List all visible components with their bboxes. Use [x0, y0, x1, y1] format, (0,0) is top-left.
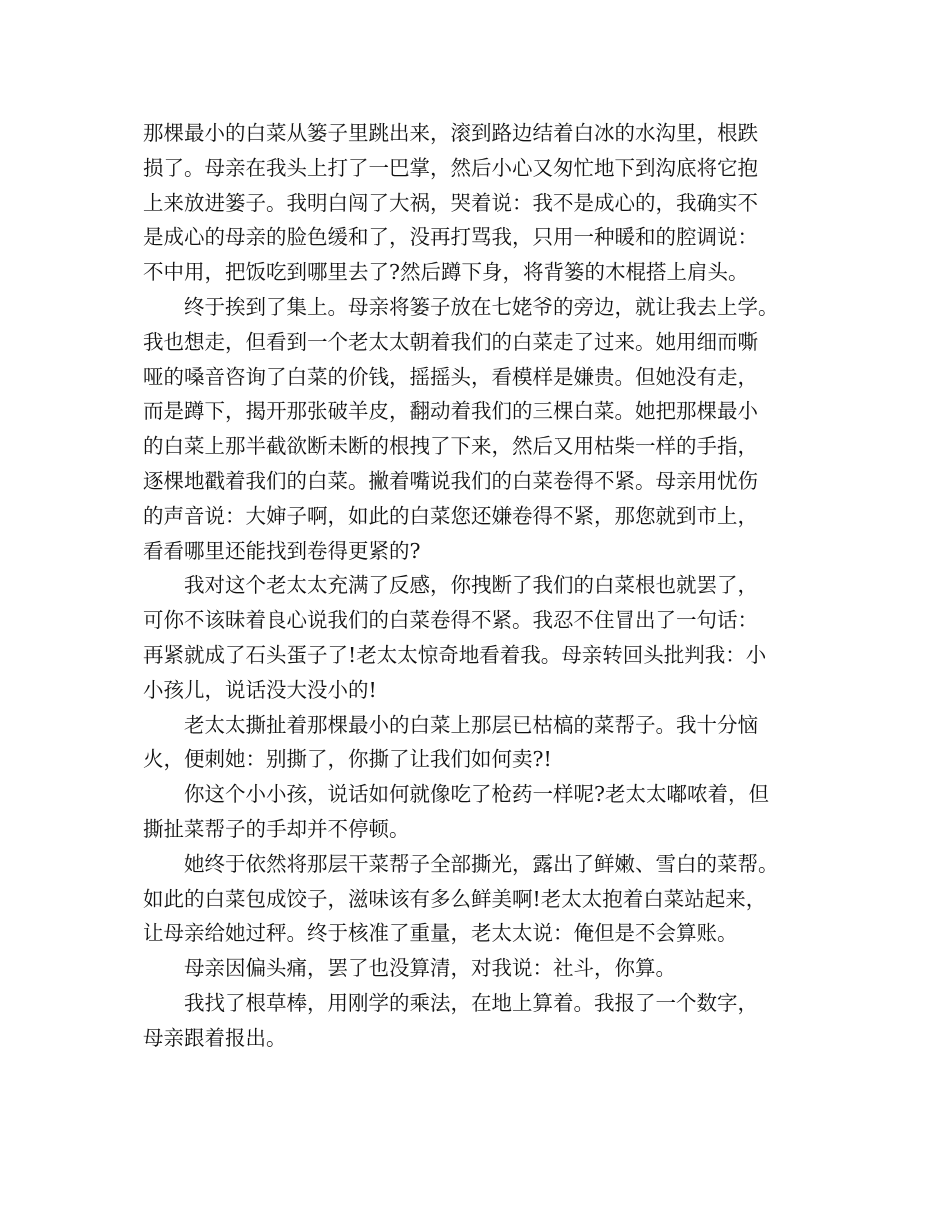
- text-line: 你这个小小孩，说话如何就像吃了枪药一样呢?老太太嘟哝着，但: [184, 782, 769, 807]
- text-line: 我找了根草棒，用刚学的乘法，在地上算着。我报了一个数字，: [184, 990, 758, 1015]
- text-line: 火，便刺她：别撕了，你撕了让我们如何卖?!: [143, 747, 552, 772]
- text-line: 母亲跟着报出。: [143, 1025, 287, 1050]
- text-line: 如此的白菜包成饺子，滋味该有多么鲜美啊!老太太抱着白菜站起来，: [143, 886, 767, 911]
- text-line: 她终于依然将那层干菜帮子全部撕光，露出了鲜嫩、雪白的菜帮。: [184, 851, 779, 876]
- text-line: 撕扯菜帮子的手却并不停顿。: [143, 816, 410, 841]
- text-line: 看看哪里还能找到卷得更紧的?: [143, 538, 421, 563]
- text-line: 损了。母亲在我头上打了一巴掌，然后小心又匆忙地下到沟底将它抱: [143, 155, 758, 180]
- text-line: 终于挨到了集上。母亲将篓子放在七姥爷的旁边，就让我去上学。: [184, 294, 779, 319]
- text-line: 的声音说：大婶子啊，如此的白菜您还嫌卷得不紧，那您就到市上，: [143, 503, 758, 528]
- text-line: 上来放进篓子。我明白闯了大祸，哭着说：我不是成心的，我确实不: [143, 190, 758, 215]
- text-line: 母亲因偏头痛，罢了也没算清，对我说：社斗，你算。: [184, 956, 676, 981]
- text-line: 不中用，把饭吃到哪里去了?然后蹲下身，将背篓的木棍搭上肩头。: [143, 260, 749, 285]
- text-line: 可你不该昧着良心说我们的白菜卷得不紧。我忍不住冒出了一句话：: [143, 608, 758, 633]
- text-line: 是成心的母亲的脸色缓和了，没再打骂我，只用一种暖和的腔调说：: [143, 225, 758, 250]
- document-body: [143, 116, 808, 1056]
- text-line: 逐棵地戳着我们的白菜。撇着嘴说我们的白菜卷得不紧。母亲用忧伤: [143, 468, 758, 493]
- text-line: 让母亲给她过秤。终于核准了重量，老太太说：俺但是不会算账。: [143, 921, 738, 946]
- text-line: 而是蹲下，揭开那张破羊皮，翻动着我们的三棵白菜。她把那棵最小: [143, 399, 758, 424]
- text-line: 的白菜上那半截欲断未断的根拽了下来，然后又用枯柴一样的手指，: [143, 434, 758, 459]
- text-line: 那棵最小的白菜从篓子里跳出来，滚到路边结着白冰的水沟里，根跌: [143, 121, 758, 145]
- text-line: 再紧就成了石头蛋子了!老太太惊奇地看着我。母亲转回头批判我：小: [143, 642, 767, 667]
- text-line: 哑的嗓音咨询了白菜的价钱，摇摇头，看模样是嫌贵。但她没有走，: [143, 364, 758, 389]
- text-line: 老太太撕扯着那棵最小的白菜上那层已枯槁的菜帮子。我十分恼: [184, 712, 758, 737]
- text-line: 我也想走，但看到一个老太太朝着我们的白菜走了过来。她用细而嘶: [143, 329, 758, 354]
- text-line: 我对这个老太太充满了反感，你拽断了我们的白菜根也就罢了，: [184, 573, 758, 598]
- text-line: 小孩儿，说话没大没小的!: [143, 677, 377, 702]
